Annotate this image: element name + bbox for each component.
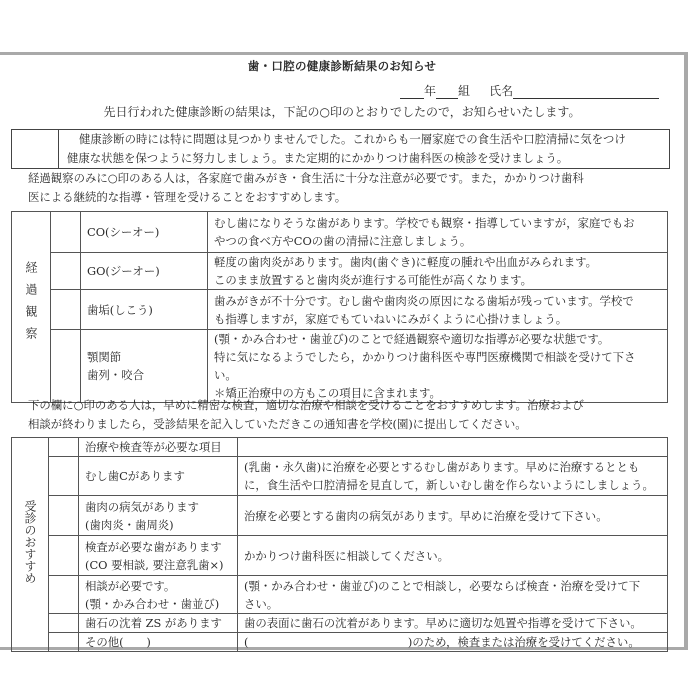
recommend-side-label: 受診のおすすめ bbox=[12, 438, 49, 652]
item-jaw: 顎関節 歯列・咬合 bbox=[81, 330, 208, 403]
desc-consult: (顎・かみ合わせ・歯並び)のことで相談し，必要ならば検査・治療を受けて下 さい。 bbox=[238, 576, 668, 614]
table-row bbox=[12, 633, 668, 652]
table-row bbox=[12, 290, 668, 330]
header-desc bbox=[238, 438, 668, 457]
checkbox-calculus[interactable] bbox=[49, 614, 79, 633]
checkbox-exam[interactable] bbox=[49, 536, 79, 576]
observation-intro-line-2: 医による継続的な指導・管理を受けることをおすすめします。 bbox=[28, 190, 347, 204]
header-check-cell bbox=[49, 438, 79, 457]
name-blank[interactable] bbox=[513, 86, 659, 99]
item-other[interactable]: その他( ) bbox=[79, 633, 238, 652]
name-label: 氏名 bbox=[489, 84, 514, 98]
no-problem-box bbox=[11, 129, 670, 169]
desc-plaque: 歯みがきが不十分です。むし歯や歯肉炎の原因になる歯垢が残っています。学校で も指導しますが，家庭でもていねいにみがくように心掛けましょう。 bbox=[208, 290, 668, 330]
checkbox-co[interactable] bbox=[51, 212, 81, 253]
no-problem-line-2: 健康な状態を保つように努力しましょう。また定期的にかかりつけ歯科医の検診を受けましょう。 bbox=[67, 151, 569, 165]
class-blank[interactable] bbox=[436, 86, 458, 99]
checkbox-plaque[interactable] bbox=[51, 290, 81, 330]
table-row bbox=[12, 614, 668, 633]
table-row bbox=[12, 330, 668, 403]
item-gum: 歯肉の病気があります (歯肉炎・歯周炎) bbox=[79, 496, 238, 536]
table-row bbox=[12, 212, 668, 253]
recommend-intro bbox=[28, 396, 668, 434]
item-caries: むし歯Cがあります bbox=[79, 457, 238, 496]
desc-jaw: (顎・かみ合わせ・歯並び)のことで経過観察や適切な指導が必要な状態です。 特に気になるようでしたら，かかりつけ歯科医や専門医療機関で相談を受けて下さ い。 ＊矯正治療中の方もこの項目に含まれます。 bbox=[208, 330, 668, 403]
table-row bbox=[12, 253, 668, 290]
checkbox-jaw[interactable] bbox=[51, 330, 81, 403]
table-row bbox=[12, 457, 668, 496]
header-item: 治療や検査等が必要な項目 bbox=[79, 438, 238, 457]
item-exam: 検査が必要な歯があります (CO 要相談, 要注意乳歯×) bbox=[79, 536, 238, 576]
table-row bbox=[12, 496, 668, 536]
desc-gum: 治療を必要とする歯肉の病気があります。早めに治療を受けて下さい。 bbox=[238, 496, 668, 536]
document-title: 歯・口腔の健康診断結果のお知らせ bbox=[247, 59, 437, 73]
item-co: CO(シーオー) bbox=[81, 212, 208, 253]
student-info-line bbox=[400, 82, 659, 99]
observation-table bbox=[11, 211, 668, 403]
class-label: 組 bbox=[458, 84, 471, 98]
no-problem-checkbox[interactable] bbox=[12, 130, 59, 168]
desc-exam: かかりつけ歯科医に相談してください。 bbox=[238, 536, 668, 576]
table-row bbox=[12, 576, 668, 614]
checkbox-other[interactable] bbox=[49, 633, 79, 652]
observation-intro bbox=[28, 169, 668, 207]
desc-go: 軽度の歯肉炎があります。歯肉(歯ぐき)に軽度の腫れや出血がみられます。 このまま放置すると歯肉炎が進行する可能性が高くなります。 bbox=[208, 253, 668, 290]
no-problem-text bbox=[59, 130, 669, 168]
desc-other[interactable]: ( )のため，検査または治療を受けてください。 bbox=[238, 633, 668, 652]
recommend-intro-line-2: 相談が終わりましたら，受診結果を記入していただきこの通知書を学校(園)に提出してください。 bbox=[28, 417, 527, 431]
checkbox-caries[interactable] bbox=[49, 457, 79, 496]
intro-text: 先日行われた健康診断の結果は，下記の○印のとおりでしたので，お知らせいたします。 bbox=[103, 105, 581, 119]
item-go: GO(ジーオー) bbox=[81, 253, 208, 290]
item-consult: 相談が必要です。 (顎・かみ合わせ・歯並び) bbox=[79, 576, 238, 614]
observation-intro-line-1: 経過観察のみに○印のある人は，各家庭で歯みがき・食生活に十分な注意が必要です。また，かかりつけ歯科 bbox=[28, 171, 584, 185]
checkbox-consult[interactable] bbox=[49, 576, 79, 614]
observation-side-label: 経過観察 bbox=[12, 212, 51, 403]
desc-co: むし歯になりそうな歯があります。学校でも観察・指導していますが，家庭でもお やつの食べ方やCOの歯の清掃に注意しましょう。 bbox=[208, 212, 668, 253]
table-row bbox=[12, 536, 668, 576]
item-calculus: 歯石の沈着 ZS があります bbox=[79, 614, 238, 633]
checkbox-go[interactable] bbox=[51, 253, 81, 290]
table-header-row bbox=[12, 438, 668, 457]
desc-calculus: 歯の表面に歯石の沈着があります。早めに適切な処置や指導を受けて下さい。 bbox=[238, 614, 668, 633]
desc-caries: (乳歯・永久歯)に治療を必要とするむし歯があります。早めに治療するととも に，食生活や口腔清掃を見直して，新しいむし歯を作らないようにしましょう。 bbox=[238, 457, 668, 496]
no-problem-line-1: 健康診断の時には特に問題は見つかりませんでした。これからも一層家庭での食生活や口腔清掃に気をつけ bbox=[79, 132, 626, 146]
item-plaque: 歯垢(しこう) bbox=[81, 290, 208, 330]
recommend-table bbox=[11, 437, 668, 652]
year-blank[interactable] bbox=[400, 86, 424, 99]
year-label: 年 bbox=[424, 84, 437, 98]
checkbox-gum[interactable] bbox=[49, 496, 79, 536]
recommend-intro-line-1: 下の欄に○印のある人は，早めに精密な検査，適切な治療や相談を受けることをおすすめします。治療および bbox=[28, 398, 584, 412]
